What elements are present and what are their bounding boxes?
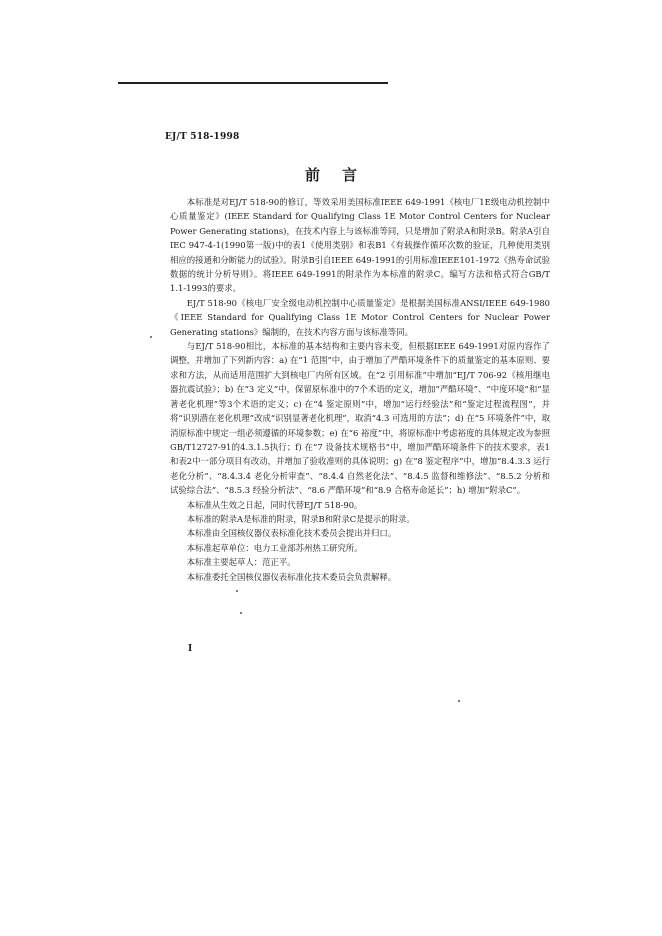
paragraph-proposer: 本标准由全国核仪器仪表标准化技术委员会提出并归口。	[186, 528, 397, 539]
body-text	[170, 195, 550, 584]
paragraph-basis: EJ/T 518-90《核电厂安全级电动机控制中心质量鉴定》是根据美国标准ANSI/IEEE 649-1980《IEEE Standard for Qualifying Class 1E Motor Control Centers for Nuclear Power Generating stations》编制的，在技术内容方面与该标准等同。	[170, 297, 550, 337]
paragraph-drafters: 本标准主要起草人：范正平。	[186, 557, 296, 568]
scan-speck	[240, 612, 242, 614]
paragraph-annexes: 本标准的附录A是标准的附录，附录B和附录C是提示的附录。	[186, 513, 415, 524]
paragraph-changes: 与EJ/T 518-90相比，本标准的基本结构和主要内容未变，但根据IEEE 649-1991对原内容作了调整，并增加了下列新内容：a) 在“1 范围”中，由于增加了严酷环境条件下的质量鉴定的基本原则、要求和方法，从而适用范围扩大到核电厂内所有区域。在“2 引用标准”中增加“EJ/T 706-92《核用继电器抗震试验》；b) 在“3 定义”中，保留原标准中的7个术语的定义，增加“严酷环境”、“中度环境”和“显著老化机理”等3个术语的定义；c) 在“4 鉴定原则”中，增加“运行经验法”和“鉴定过程流程图”，并将“识别潜在老化机理”改成“识别显著老化机理”，取消“4.3 可选用的方法”；d) 在“5 环境条件”中，取消原标准中规定一组必须遵循的环境参数；e) 在“6 裕度”中，将原标准中考虑裕度的具体规定改为参照GB/T12727-91的4.3.1.5执行；f) 在“7 设备技术规格书”中，增加严酷环境条件下的技术要求，表1和表2中一部分项目有改动，并增加了验收准则的具体说明；g) 在“8 鉴定程序”中，增加“8.4.3.3 运行老化分析”、“8.4.3.4 老化分析审查”、“8.4.4 自然老化法”、“8.4.5 监督和维修法”、“8.5.2 分析和试验综合法”、“8.5.3 经验分析法”、“8.6 严酷环境”和“8.9 合格寿命延长”；h) 增加“附录C”。	[170, 341, 550, 496]
scan-speck	[458, 700, 460, 702]
paragraph-adoption: 本标准是对EJ/T 518-90的修订，等效采用美国标准IEEE 649-1991《核电厂1E级电动机控制中心质量鉴定》(IEEE Standard for Qualifying Class 1E Motor Control Centers for Nuclear Power Generating stations)，在技术内容上与该标准等同，只是增加了附录A和附录B。附录A引自IEC 947-4-1(1990第一版)中的表1《使用类别》和表B1《有载操作循环次数的验证，几种使用类别相应的接通和分断能力的试验》。附录B引自IEEE 649-1991的引用标准IEEE101-1972《热寿命试验数据的统计分析导则》。将IEEE 649-1991的附录作为本标准的附录C。编写方法和格式符合GB/T 1.1-1993的要求。	[170, 197, 550, 294]
scan-speck	[236, 590, 238, 592]
document-code: EJ/T 518-1998	[165, 132, 240, 142]
page-title: 前言	[304, 166, 379, 184]
paragraph-replacement: 本标准从生效之日起，同时代替EJ/T 518-90。	[186, 499, 363, 510]
page-number: I	[188, 644, 193, 654]
scan-speck	[150, 336, 152, 338]
top-rule	[118, 82, 388, 84]
paragraph-drafting-unit: 本标准起草单位：电力工业部苏州热工研究所。	[186, 542, 363, 553]
paragraph-interpretation: 本标准委托全国核仪器仪表标准化技术委员会负责解释。	[186, 571, 397, 582]
